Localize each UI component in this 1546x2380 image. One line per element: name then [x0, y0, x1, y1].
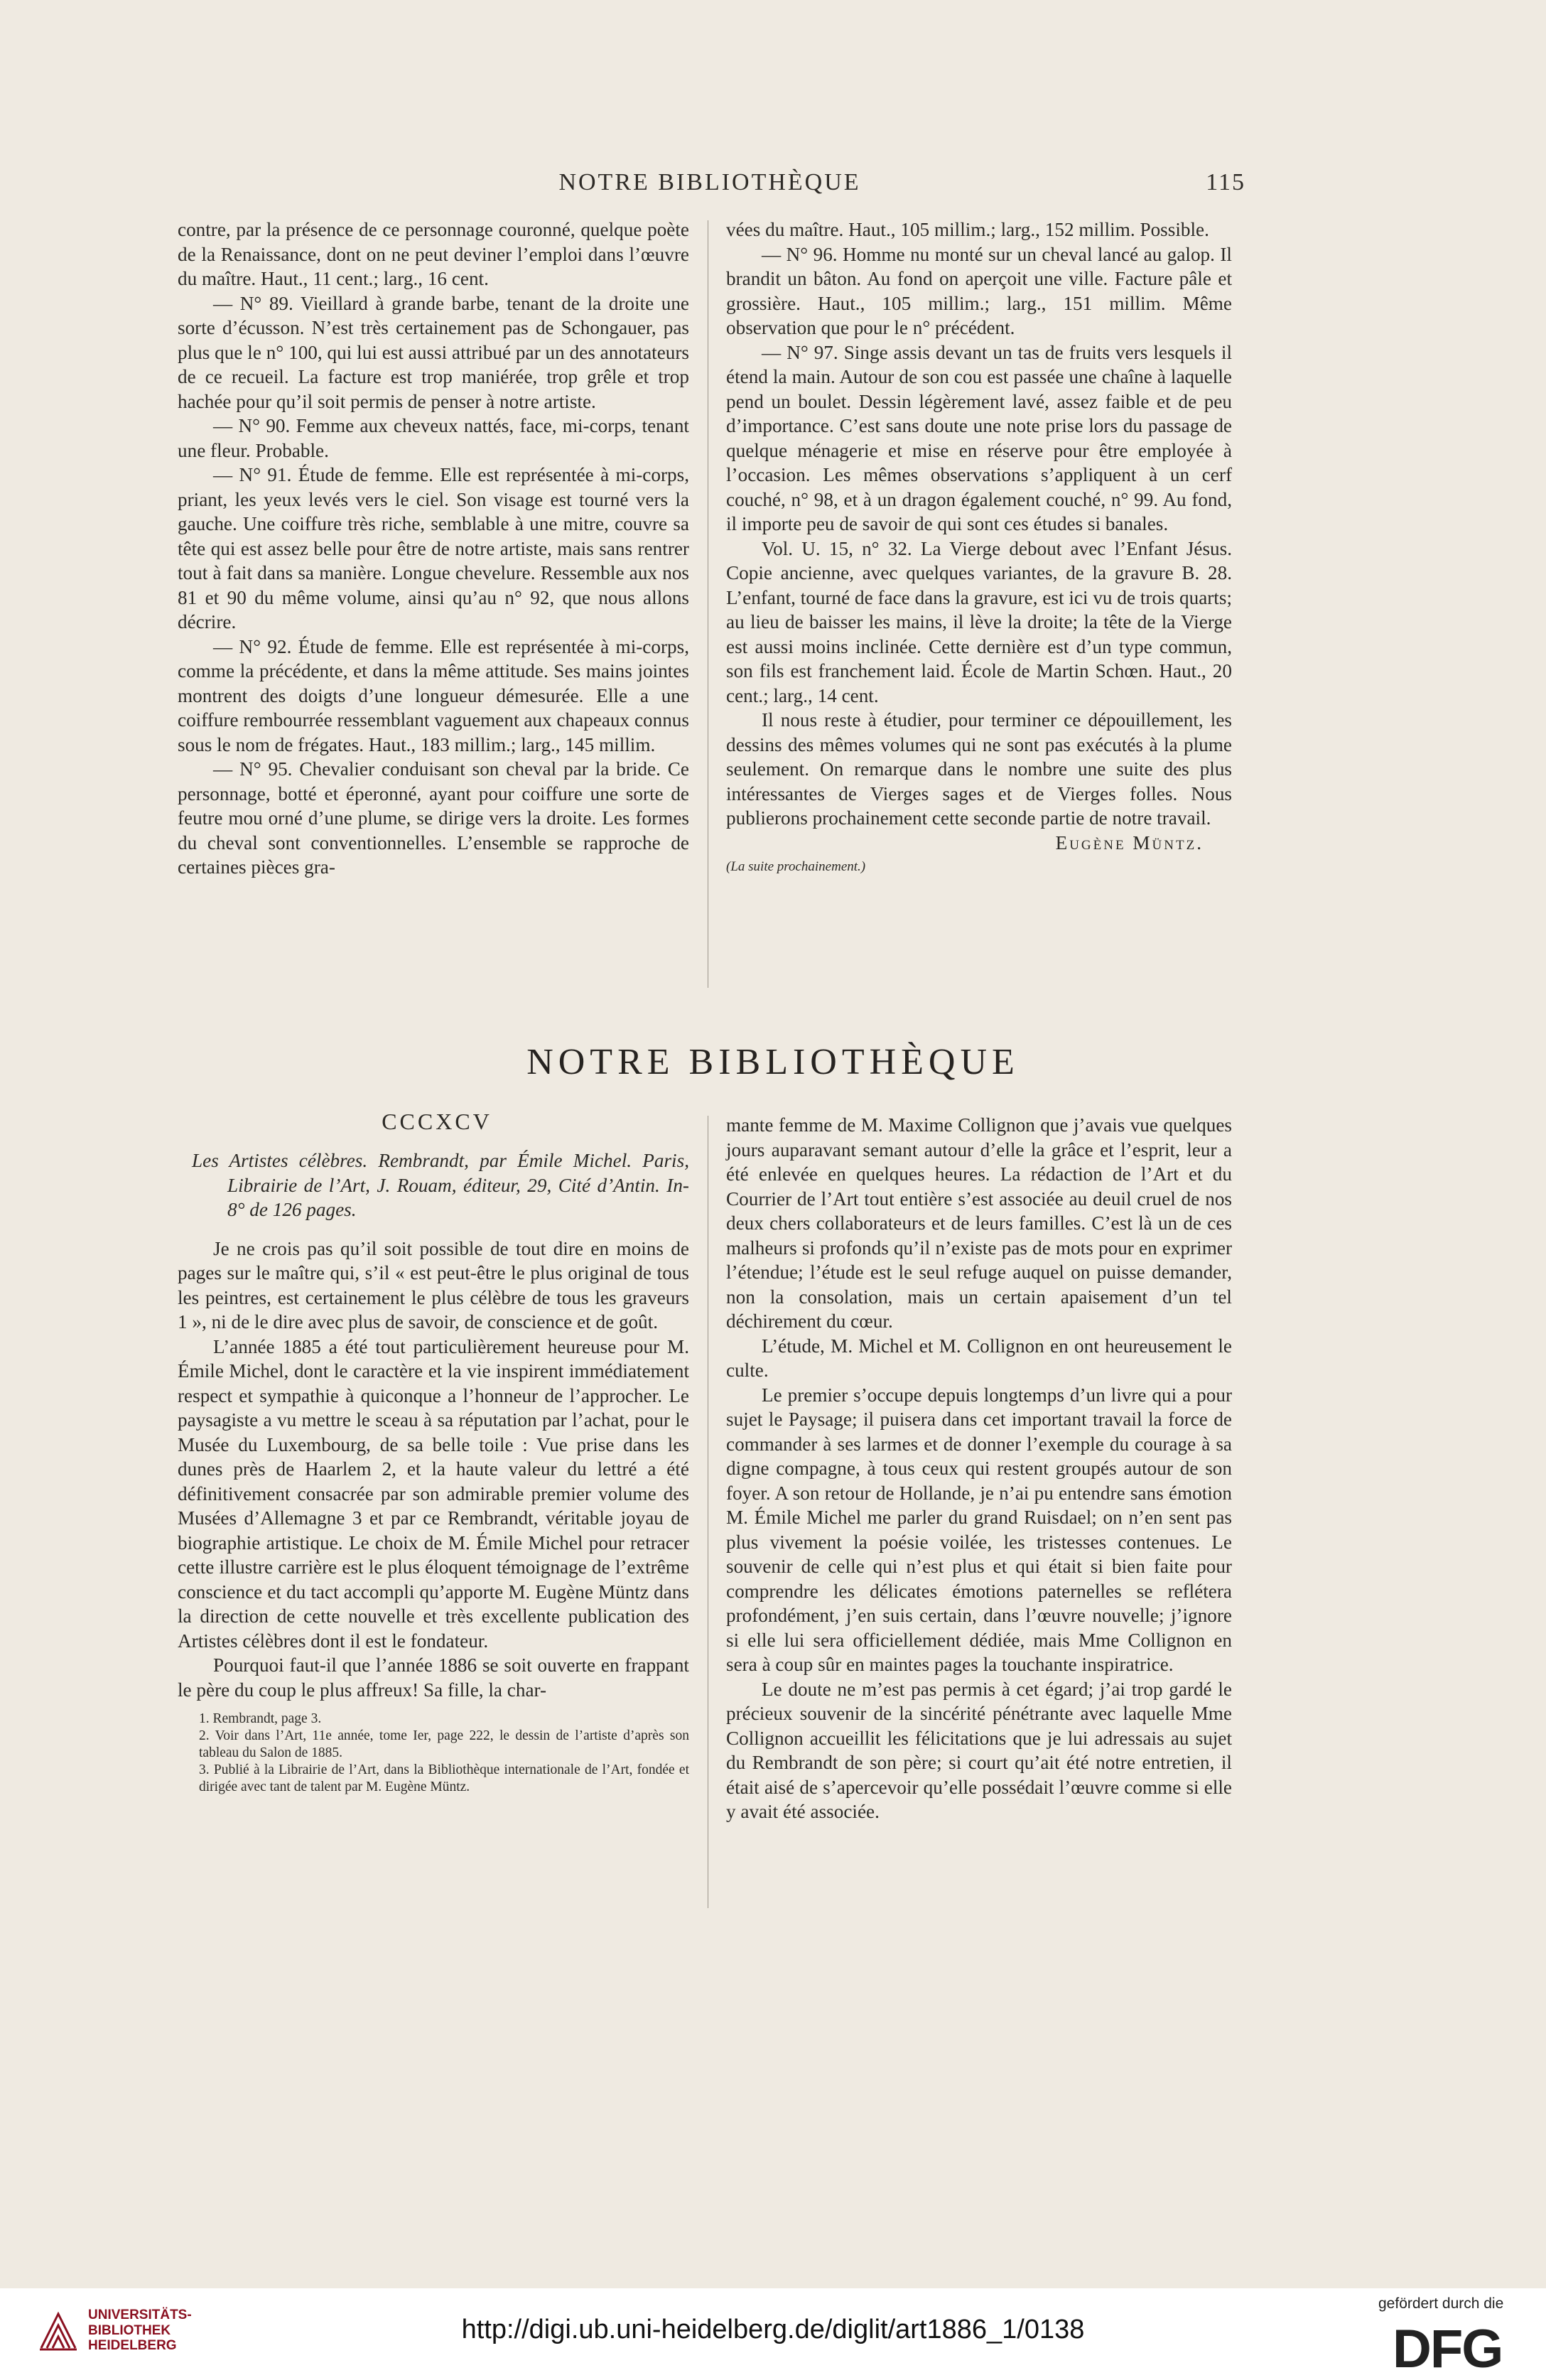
- paragraph: — N° 96. Homme nu monté sur un cheval lancé au galop. Il brandit un bâton. Au fond on aperçoit une ville. Facture pâle et grossière. Haut., 105 millim.; larg., 151 millim. Même observation que pour le n° précédent.: [726, 243, 1232, 338]
- paragraph: Je ne crois pas qu’il soit possible de tout dire en moins de pages sur le maître qui, s’il « est peut-être le plus original de tous les peintres, est certainement le plus célèbre de tous les graveurs 1 », ni de le dire avec plus de savoir, de conscience et de goût.: [178, 1237, 689, 1332]
- paragraph: Vol. U. 15, n° 32. La Vierge debout avec l’Enfant Jésus. Copie ancienne, avec quelques variantes, de la gravure B. 28. L’enfant, tourné de face dans la gravure, est ici vu de trois quarts; au lieu de baisser les mains, il lève la droite; la tête de la Vierge est aussi moins inclinée. Cette dernière est d’un type commun, son fils est franchement laid. École de Martin Schœn. Haut., 20 cent.; larg., 14 cent.: [726, 537, 1232, 706]
- paragraph: vées du maître. Haut., 105 millim.; larg., 152 millim. Possible.: [726, 219, 1209, 240]
- funding-caption: gefördert durch die: [1378, 2295, 1504, 2312]
- bibliographic-entry: Les Artistes célèbres. Rembrandt, par Émile Michel. Paris, Librairie de l’Art, J. Rouam, éditeur, 29, Cité d’Antin. In-8° de 126 pages.: [192, 1150, 689, 1220]
- footnote: 1. Rembrandt, page 3.: [199, 1711, 322, 1726]
- paragraph: Pourquoi faut-il que l’année 1886 se soit ouverte en frappant le père du coup le plus affreux! Sa fille, la char-: [178, 1654, 689, 1701]
- footnote: 2. Voir dans l’Art, 11e année, tome Ier, page 222, le dessin de l’artiste d’après son tableau du Salon de 1885.: [199, 1728, 689, 1760]
- top-right-column: [726, 217, 1232, 880]
- paragraph: L’étude, M. Michel et M. Collignon en ont heureusement le culte.: [726, 1335, 1232, 1381]
- paragraph: — N° 95. Chevalier conduisant son cheval par la bride. Ce personnage, botté et éperonné, ayant pour coiffure une sorte de feutre mou orné d’une plume, se dirige vers la droite. Les formes du cheval sont conventionnelles. L’ensemble se rapproche de certaines pièces gra-: [178, 758, 689, 878]
- library-line: BIBLIOTHEK: [88, 2322, 171, 2338]
- dfg-logo: DFG: [1393, 2319, 1503, 2379]
- paragraph: — N° 89. Vieillard à grande barbe, tenant de la droite une sorte d’écusson. N’est très certainement pas de Schongauer, pas plus que le n° 100, qui lui est aussi attribué par un des annotateurs de ce recueil. La facture est trop maniérée, trop grêle et trop hachée pour qu’il soit permis de penser à notre artiste.: [178, 292, 689, 412]
- paragraph: L’année 1885 a été tout particulièrement heureuse pour M. Émile Michel, dont le caractère et la vie inspirent immédiatement respect et sympathie à quiconque a l’honneur de l’approcher. Le paysagiste a vu mettre le sceau à sa réputation par l’achat, pour le Musée du Luxembourg, de sa belle toile : Vue prise dans les dunes près de Haarlem 2, et la haute valeur du lettré a été définitivement consacrée par son admirable premier volume des Musées d’Allemagne 3 et par ce Rembrandt, véritable joyau de biographie artistique. Le choix de M. Émile Michel pour retracer cette illustre carrière est le plus éloquent témoignage de l’extrême conscience et du tact accompli qu’apporte M. Eugène Müntz dans la direction de cette nouvelle et très excellente publication des Artistes célèbres dont il est le fondateur.: [178, 1335, 689, 1652]
- footnote: 3. Publié à la Librairie de l’Art, dans la Bibliothèque internationale de l’Art, fondée et dirigée avec tant de talent par M. Eugène Müntz.: [199, 1762, 689, 1794]
- paragraph: — N° 97. Singe assis devant un tas de fruits vers lesquels il étend la main. Autour de son cou est passée une chaîne à laquelle pend un boulet. Dessin légèrement lavé, assez faible et de peu d’importance. C’est sans doute une note prise lors du passage de quelque ménagerie et mise en réserve pour être employée à l’occasion. Les mêmes observations s’appliquent à un cerf couché, n° 98, et à un dragon également couché, n° 99. Au fond, il importe peu de savoir de qui sont ces études si banales.: [726, 341, 1232, 534]
- running-header-title: NOTRE BIBLIOTHÈQUE: [558, 169, 861, 195]
- paragraph: Le premier s’occupe depuis longtemps d’un livre qui a pour sujet le Paysage; il puisera dans cet important travail la force de commander à ses larmes et de donner l’exemple du courage à sa digne compagne, à tous ceux qui restent groupés autour de son foyer. A son retour de Hollande, je n’ai pu entendre sans émotion M. Émile Michel me parler du grand Ruisdael; on n’en sent pas plus vivement la poésie voilée, les tristesses contenues. Le souvenir de celle qui n’est plus et qui était si bien faite pour comprendre les délicates émotions paternelles se reflétera profondément, j’en suis certain, dans l’œuvre nouvelle; j’ignore si elle lui sera officiellement dédiée, mais Mme Collignon en sera à coup sûr en maintes pages la touchante inspiratrice.: [726, 1384, 1232, 1675]
- library-line: HEIDELBERG: [88, 2338, 177, 2353]
- paragraph: — N° 92. Étude de femme. Elle est représentée à mi-corps, comme la précédente, et dans la même attitude. Ses mains jointes montrent des doigts d’une longueur démesurée. Elle a une coiffure rembourrée ressemblant vaguement aux chapeaux connus sous le nom de frégates. Haut., 183 millim.; larg., 145 millim.: [178, 635, 689, 755]
- continuation-note: (La suite prochainement.): [726, 859, 866, 874]
- paragraph: contre, par la présence de ce personnage couronné, quelque poète de la Renaissance, dont on ne peut deviner l’emploi dans l’œuvre du maître. Haut., 11 cent.; larg., 16 cent.: [178, 219, 689, 289]
- paragraph: — N° 91. Étude de femme. Elle est représentée à mi-corps, priant, les yeux levés vers le ciel. Son visage est tourné vers la gauche. Une coiffure très riche, semblable à une mitre, couvre sa tête qui est assez belle pour être de notre artiste, mais sans rentrer tout à fait dans sa manière. Longue chevelure. Ressemble aux nos 81 et 90 du même volume, ainsi qu’au n° 92, que nous allons décrire.: [178, 464, 689, 632]
- paragraph: Le doute ne m’est pas permis à cet égard; j’ai trop gardé le précieux souvenir de la sincérité pénétrante avec laquelle Mme Collignon accueillit les félicitations que je lui adressais au sujet du Rembrandt de son père; si court qu’ait été notre entretien, il était aisé de s’apercevoir qu’elle possédait l’œuvre comme si elle y avait été associée.: [726, 1678, 1232, 1822]
- page-number: 115: [1206, 169, 1245, 195]
- section-title: NOTRE BIBLIOTHÈQUE: [526, 1042, 1020, 1082]
- paragraph: — N° 90. Femme aux cheveux nattés, face, mi-corps, tenant une fleur. Probable.: [178, 415, 689, 461]
- permalink-url[interactable]: http://digi.ub.uni-heidelberg.de/diglit/art1886_1/0138: [461, 2315, 1085, 2344]
- bottom-left-column: [178, 1148, 689, 1796]
- top-left-column: [178, 217, 689, 880]
- paragraph: Il nous reste à étudier, pour terminer ce dépouillement, les dessins des mêmes volumes qui ne sont pas exécutés à la plume seulement. On remarque dans le nombre une suite des plus intéressantes de Vierges sages et de Vierges folles. Nous publierons prochainement cette seconde partie de notre travail.: [726, 709, 1232, 829]
- footnotes: [178, 1711, 689, 1796]
- entry-number: CCCXCV: [382, 1109, 492, 1134]
- paragraph: mante femme de M. Maxime Collignon que j’avais vue quelques jours auparavant semant autour d’elle la grâce et l’esprit, leur a été enlevée en quelques heures. La rédaction de l’Art et du Courrier de l’Art tout entière s’est associée au deuil cruel de nos deux chers collaborateurs et de leurs familles. C’est là un de ces malheurs si profonds qu’il n’existe pas de mots pour en exprimer l’étendue; l’étude est le seul refuge auquel on puisse demander, non la consolation, mais un certain apaisement d’un tel déchirement du cœur.: [726, 1114, 1232, 1332]
- library-line: UNIVERSITÄTS-: [88, 2308, 192, 2322]
- bottom-right-column: [726, 1113, 1232, 1824]
- author-signature: Eugène Müntz.: [1055, 831, 1204, 854]
